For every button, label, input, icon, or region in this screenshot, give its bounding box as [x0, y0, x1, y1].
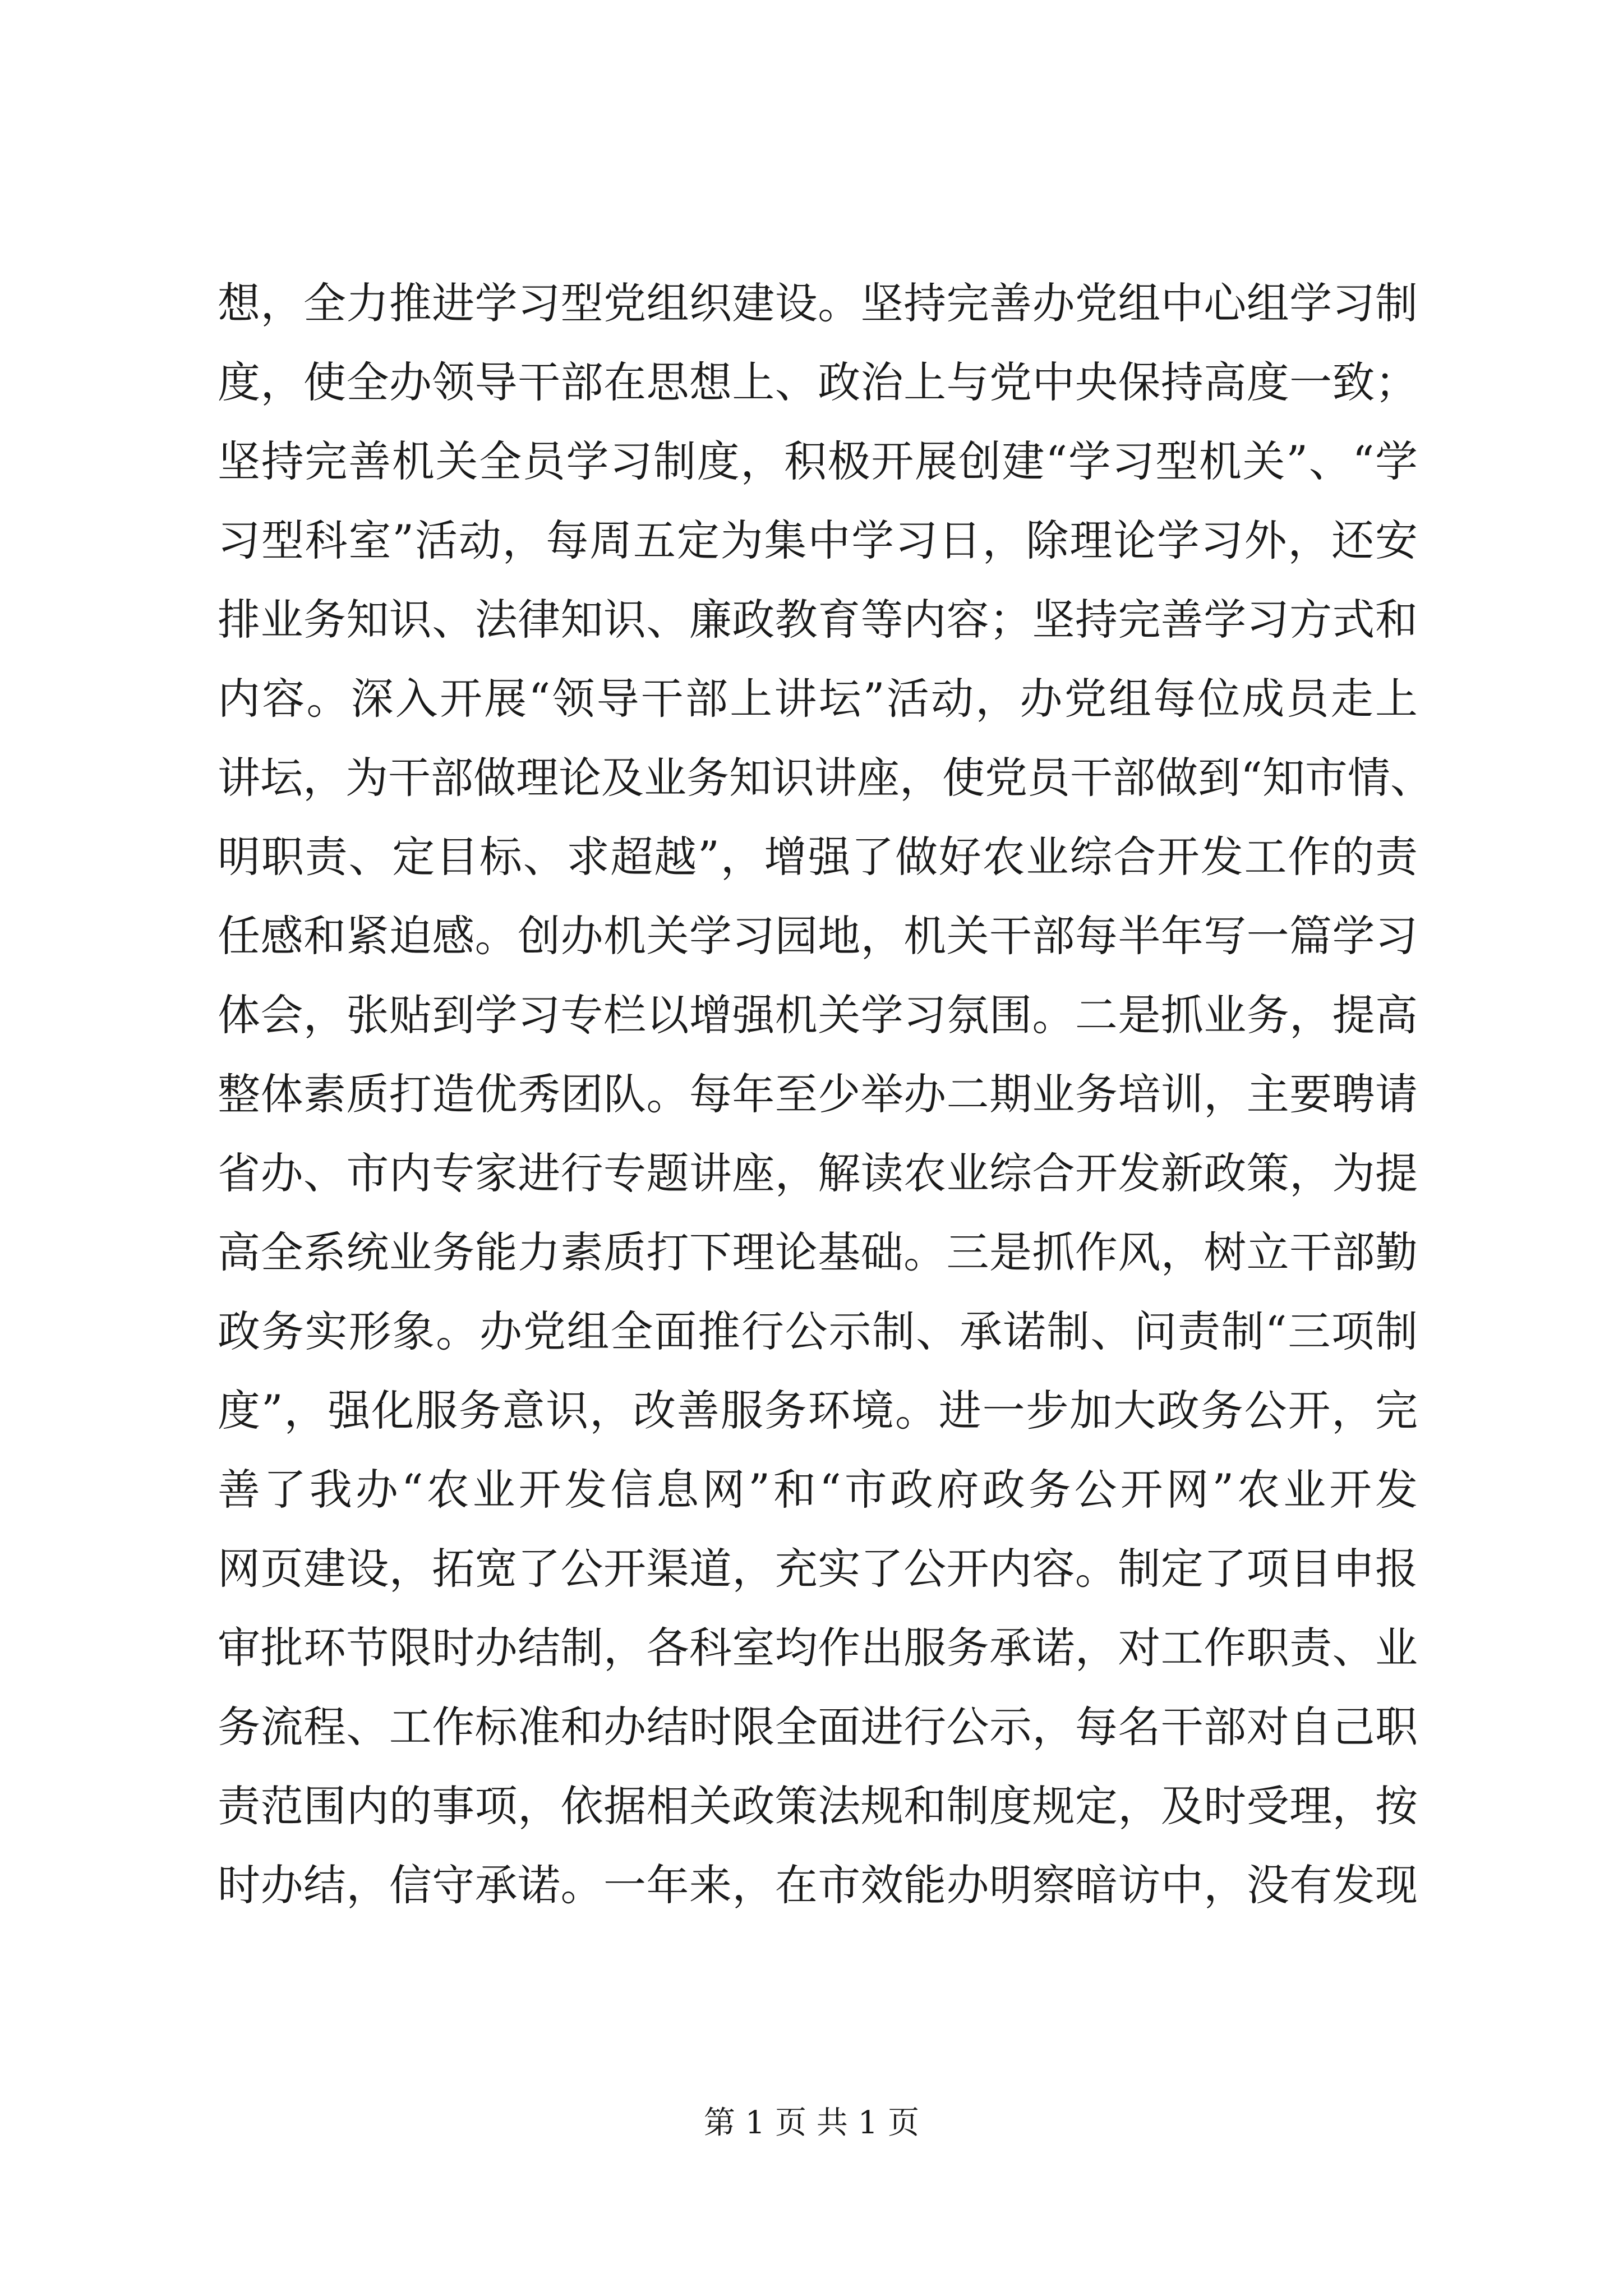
text-line: 体会，张贴到学习专栏以增强机关学习氛围。二是抓业务，提高	[218, 990, 1418, 1040]
text-line: 高全系统业务能力素质打下理论基础。三是抓作风，树立干部勤	[218, 1227, 1418, 1277]
text-line: 善了我办“农业开发信息网”和“市政府政务公开网”农业开发	[218, 1465, 1418, 1515]
body-text	[218, 264, 1433, 1925]
text-line: 习型科室”活动，每周五定为集中学习日，除理论学习外，还安	[218, 516, 1418, 565]
text-line: 明职责、定目标、求超越”，增强了做好农业综合开发工作的责	[218, 832, 1418, 882]
text-line: 责范围内的事项，依据相关政策法规和制度规定，及时受理，按	[218, 1781, 1418, 1831]
text-line: 政务实形象。办党组全面推行公示制、承诺制、问责制“三项制	[218, 1306, 1418, 1356]
page-footer	[0, 2101, 1623, 2146]
text-line: 整体素质打造优秀团队。每年至少举办二期业务培训，主要聘请	[218, 1069, 1418, 1119]
text-line: 审批环节限时办结制，各科室均作出服务承诺，对工作职责、业	[218, 1623, 1418, 1673]
text-line: 务流程、工作标准和办结时限全面进行公示，每名干部对自己职	[218, 1702, 1418, 1752]
text-line: 省办、市内专家进行专题讲座，解读农业综合开发新政策，为提	[218, 1148, 1418, 1198]
text-line: 度”，强化服务意识，改善服务环境。进一步加大政务公开，完	[218, 1386, 1418, 1435]
page-number-label: 第 1 页 共 1 页	[703, 2105, 920, 2141]
text-line: 度，使全办领导干部在思想上、政治上与党中央保持高度一致；	[218, 357, 1418, 407]
text-line: 排业务知识、法律知识、廉政教育等内容；坚持完善学习方式和	[218, 595, 1418, 645]
text-line: 任感和紧迫感。创办机关学习园地，机关干部每半年写一篇学习	[218, 911, 1418, 961]
text-line: 讲坛，为干部做理论及业务知识讲座，使党员干部做到“知市情、	[218, 753, 1433, 803]
text-line: 内容。深入开展“领导干部上讲坛”活动，办党组每位成员走上	[218, 674, 1418, 724]
text-line: 网页建设，拓宽了公开渠道，充实了公开内容。制定了项目申报	[218, 1544, 1418, 1594]
text-line: 时办结，信守承诺。一年来，在市效能办明察暗访中，没有发现	[218, 1860, 1418, 1910]
text-line: 想，全力推进学习型党组织建设。坚持完善办党组中心组学习制	[218, 278, 1418, 328]
text-line: 坚持完善机关全员学习制度，积极开展创建“学习型机关”、“学	[218, 436, 1418, 486]
